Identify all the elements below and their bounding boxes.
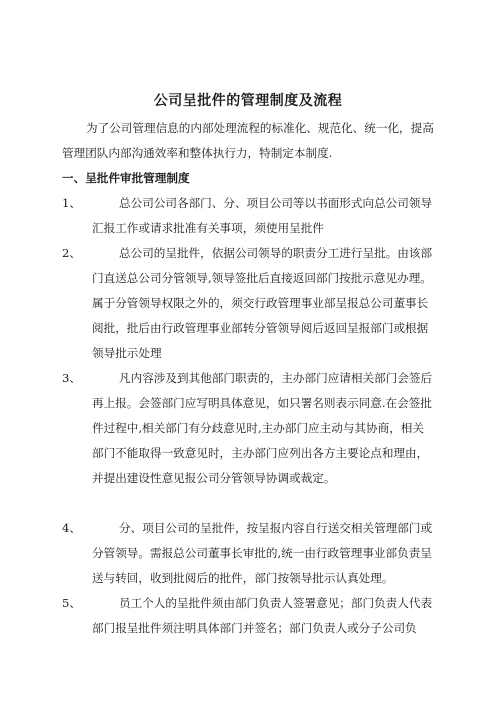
item-number: 5、 (62, 596, 81, 610)
item-text: 总公司公司各部门、分、项目公司等以书面形式向总公司领导汇报工作或请求批准有关事项，须使用呈批件 (92, 196, 433, 235)
item-number: 3、 (62, 371, 81, 385)
item-number: 1、 (62, 196, 81, 210)
section-heading: 一、呈批件审批管理制度 (62, 171, 190, 185)
intro-paragraph: 为了公司管理信息的内部处理流程的标准化、规范化、统一化，提高管理团队内部沟通效率和整体执行力，特制定本制度. (62, 121, 434, 160)
item-text: 分、项目公司的呈批件，按呈报内容自行送交相关管理部门或分管领导。需报总公司董事长审批的,统一由行政管理事业部负责呈送与转回，收到批阅后的批件，部门按领导批示认真处理。 (92, 521, 433, 585)
list-item (62, 366, 434, 491)
list-item (62, 591, 434, 641)
item-text: 总公司的呈批件，依据公司领导的职责分工进行呈批。由该部门直送总公司分管领导,领导签批后直接返回部门按批示意见办理。属于分管领导权限之外的，须交行政管理事业部呈报总公司董事长阅批，批后由行政管理事业部转分管领导阅后返回呈报部门或根据领导批示处理 (92, 246, 433, 360)
list-item (62, 191, 434, 241)
list-item (62, 241, 434, 366)
item-number: 4、 (62, 521, 81, 535)
item-number: 2、 (62, 246, 81, 260)
item-text: 员工个人的呈批件须由部门负责人签署意见；部门负责人代表部门报呈批件须注明具体部门并签名；部门负责人或分子公司负 (92, 596, 433, 635)
document-title: 公司呈批件的管理制度及流程 (153, 93, 343, 109)
item-text: 凡内容涉及到其他部门职责的，主办部门应请相关部门会签后再上报。会签部门应写明具体意见，如只署名则表示同意.在会签批件过程中,相关部门有分歧意见时,主办部门应主动与其协商，相关部门不能取得一致意见时，主办部门应列出各方主要论点和理由，并提出建设性意见报公司分管领导协调或裁定。 (92, 371, 433, 485)
list-item (62, 516, 434, 591)
